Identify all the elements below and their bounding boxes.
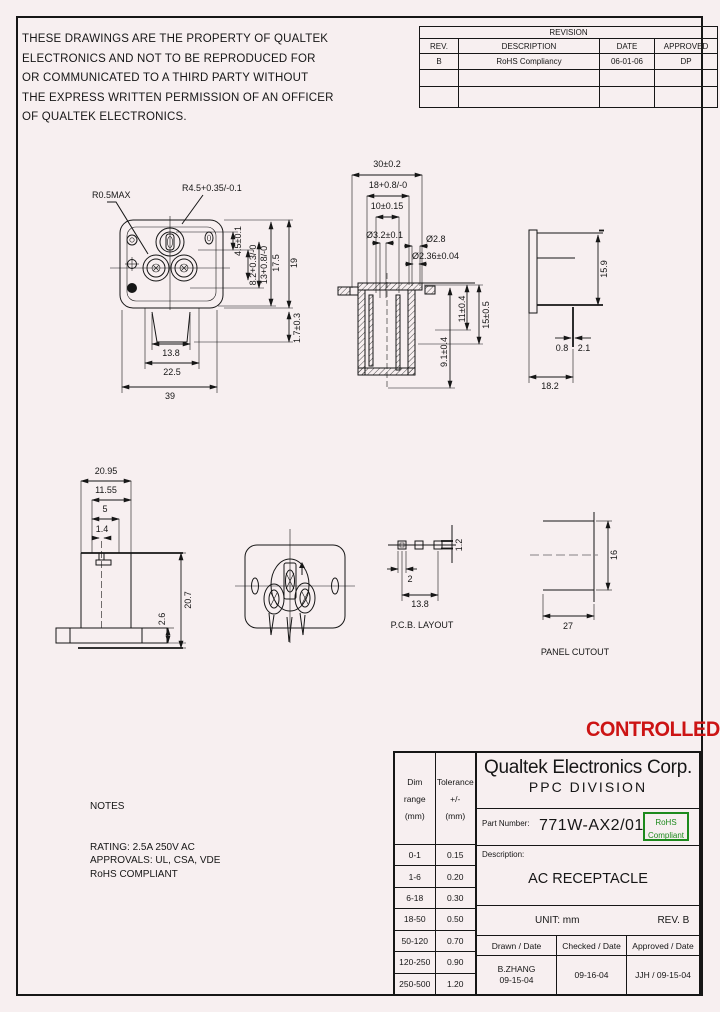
part-number-label: Part Number: — [482, 819, 530, 828]
revision-description: RoHS Compliancy — [459, 54, 600, 70]
pcb-layout-drawing — [368, 515, 493, 665]
notice-line: ELECTRONICS AND NOT TO BE REPRODUCED FOR — [22, 52, 316, 65]
tol-range: 120-250 — [395, 952, 436, 972]
revision-col-approved: APPROVED — [655, 39, 718, 54]
tol-range: 18-50 — [395, 909, 436, 929]
tolerance-row — [395, 845, 475, 866]
dim-10: 10±0.15 — [370, 201, 404, 211]
drawn-name: B.ZHANG — [497, 964, 536, 974]
part-number-row — [477, 809, 699, 846]
dim-5: 5 — [102, 504, 108, 514]
notes-line: RoHS COMPLIANT — [90, 868, 178, 880]
notes-block — [90, 800, 220, 881]
dim-1-4: 1.4 — [95, 524, 109, 534]
dim-dia-2-8: Ø2.8 — [426, 234, 446, 244]
controlled-stamp: CONTROLLED — [586, 718, 720, 741]
notes-title: NOTES — [90, 801, 125, 812]
tolerance-row — [395, 888, 475, 909]
dim-cutout-height: 16 — [609, 549, 619, 561]
tol-h-line: (mm) — [404, 810, 425, 821]
company-header — [477, 753, 699, 809]
tolerance-row — [395, 909, 475, 930]
company-division: PPC DIVISION — [528, 779, 648, 795]
dim-9-1: 9.1±0.4 — [439, 337, 449, 367]
panel-cutout-drawing — [518, 498, 693, 673]
dim-13-tol: 13+0.8/-0 — [259, 245, 269, 285]
dim-15-9: 15.9 — [599, 260, 609, 278]
signature-value-row — [477, 956, 699, 994]
revision-col-date: DATE — [600, 39, 655, 54]
panel-cutout-label: PANEL CUTOUT — [540, 647, 610, 657]
checked-label: Checked / Date — [557, 936, 627, 955]
rear-view-geometry — [235, 529, 355, 643]
tol-value: 1.20 — [446, 978, 464, 989]
tolerance-row — [395, 952, 475, 973]
tol-range: 50-120 — [395, 931, 436, 951]
side-view-drawing — [505, 205, 685, 405]
dim-11: 11±0.4 — [457, 295, 467, 323]
tol-range: 1-6 — [395, 866, 436, 886]
panel-cutout-dimension-lines — [543, 521, 612, 620]
notice-line: OF QUALTEK ELECTRONICS. — [22, 111, 187, 123]
dim-dia-2-36: Ø2.36±0.04 — [412, 251, 459, 261]
dim-2-1: 2.1 — [577, 343, 591, 353]
tolerance-header-range — [395, 753, 436, 844]
dim-r45: R4.5+0.35/-0.1 — [182, 183, 242, 193]
tol-h-line: +/- — [450, 793, 461, 804]
tol-value: 0.50 — [446, 914, 464, 925]
revision-rev: B — [420, 54, 459, 70]
company-name: Qualtek Electronics Corp. — [484, 757, 692, 778]
property-notice — [22, 30, 372, 128]
title-block — [393, 751, 701, 996]
description-label: Description: — [482, 850, 525, 859]
drawn-label: Drawn / Date — [477, 936, 557, 955]
dim-15: 15±0.5 — [481, 301, 491, 329]
unit-value: UNIT: mm — [535, 915, 580, 926]
dim-30: 30±0.2 — [373, 159, 401, 169]
revision-col-rev: REV. — [420, 39, 459, 54]
dim-18: 18+0.8/-0 — [368, 180, 408, 190]
revision-row-empty — [420, 87, 718, 108]
rohs-badge-line: RoHS — [655, 818, 677, 827]
dim-8-2: 8.2+0.3/-0 — [248, 244, 258, 286]
notes-line: RATING: 2.5A 250V AC — [90, 841, 195, 853]
tol-range: 6-18 — [395, 888, 436, 908]
mount-view-geometry — [56, 541, 183, 648]
revision-col-description: DESCRIPTION — [459, 39, 600, 54]
tol-range: 0-1 — [395, 845, 436, 865]
rear-view-drawing — [233, 523, 358, 648]
dim-dia-3-2: Ø3.2±0.1 — [366, 230, 403, 240]
dim-1-7: 1.7±0.3 — [292, 313, 302, 343]
description-value: AC RECEPTACLE — [528, 871, 648, 887]
revision-table — [419, 26, 718, 108]
dim-4-5: 4.5±0.1 — [233, 226, 243, 256]
revision-row — [420, 54, 718, 70]
dim-13-8: 13.8 — [162, 348, 180, 358]
notice-line: THESE DRAWINGS ARE THE PROPERTY OF QUALTEK — [22, 33, 329, 45]
tol-h-line: Dim — [407, 776, 423, 787]
revision-title: REVISION — [420, 27, 718, 39]
unit-rev-row — [477, 906, 699, 936]
tol-h-line: Tolerance — [436, 776, 474, 787]
dim-1-2: 1.2 — [454, 538, 464, 552]
dim-13-8-pcb: 13.8 — [411, 599, 429, 609]
tol-h-line: (mm) — [445, 810, 466, 821]
dim-r05max: R0.5MAX — [92, 190, 131, 200]
dim-11-55: 11.55 — [95, 485, 117, 495]
dim-20-7: 20.7 — [183, 591, 193, 609]
dim-20-95: 20.95 — [94, 466, 118, 476]
checked-value: 09-16-04 — [557, 956, 627, 994]
front-view-geometry — [107, 195, 230, 342]
approved-label: Approved / Date — [632, 940, 694, 951]
side-view-dimension-lines — [529, 235, 598, 383]
tolerance-table — [395, 753, 477, 994]
tolerance-row — [395, 931, 475, 952]
revision-approved: DP — [655, 54, 718, 70]
panel-cutout-geometry — [530, 512, 598, 602]
tol-value: 0.30 — [446, 893, 464, 904]
rev-value: REV. B — [657, 915, 690, 926]
dim-39: 39 — [164, 391, 176, 401]
tol-value: 0.90 — [446, 957, 464, 968]
dim-pad-2: 2 — [407, 574, 413, 584]
approved-value: JJH / 09-15-04 — [635, 970, 691, 980]
dim-cutout-width: 27 — [562, 621, 574, 631]
dim-17-5: 17.5 — [271, 254, 281, 272]
section-view-drawing — [328, 148, 518, 413]
part-number-value: 771W-AX2/01 — [539, 817, 644, 834]
notes-line: APPROVALS: UL, CSA, VDE — [90, 855, 221, 866]
dim-18-2: 18.2 — [541, 381, 559, 391]
rohs-badge-line: Compliant — [647, 831, 684, 840]
title-block-right — [477, 753, 699, 994]
description-row — [477, 846, 699, 906]
revision-date: 06-01-06 — [600, 54, 655, 70]
tol-range: 250-500 — [395, 974, 436, 994]
rohs-compliant-badge — [643, 812, 689, 841]
front-view-drawing — [78, 158, 323, 413]
section-view-geometry — [338, 273, 475, 388]
tolerance-header-tol — [436, 753, 476, 844]
tol-value: 0.20 — [446, 871, 464, 882]
tol-value: 0.15 — [446, 850, 464, 861]
dim-22-5: 22.5 — [163, 367, 181, 377]
pcb-layout-label: P.C.B. LAYOUT — [390, 620, 454, 630]
drawn-date: 09-15-04 — [499, 975, 534, 985]
dim-19: 19 — [289, 257, 299, 269]
tolerance-table-header — [395, 753, 475, 845]
dim-2-6: 2.6 — [157, 612, 167, 626]
signature-header-row — [477, 936, 699, 956]
tol-value: 0.70 — [446, 935, 464, 946]
notice-line: THE EXPRESS WRITTEN PERMISSION OF AN OFFICER — [22, 91, 334, 104]
tolerance-row — [395, 974, 475, 994]
notice-line: OR COMMUNICATED TO A THIRD PARTY WITHOUT — [22, 72, 309, 84]
tol-h-line: range — [403, 793, 426, 804]
drawn-value — [477, 956, 557, 994]
tolerance-row — [395, 866, 475, 887]
dim-0-8: 0.8 — [555, 343, 569, 353]
side-view-geometry — [529, 230, 604, 347]
revision-row-empty — [420, 70, 718, 87]
mount-view-drawing — [48, 448, 238, 683]
